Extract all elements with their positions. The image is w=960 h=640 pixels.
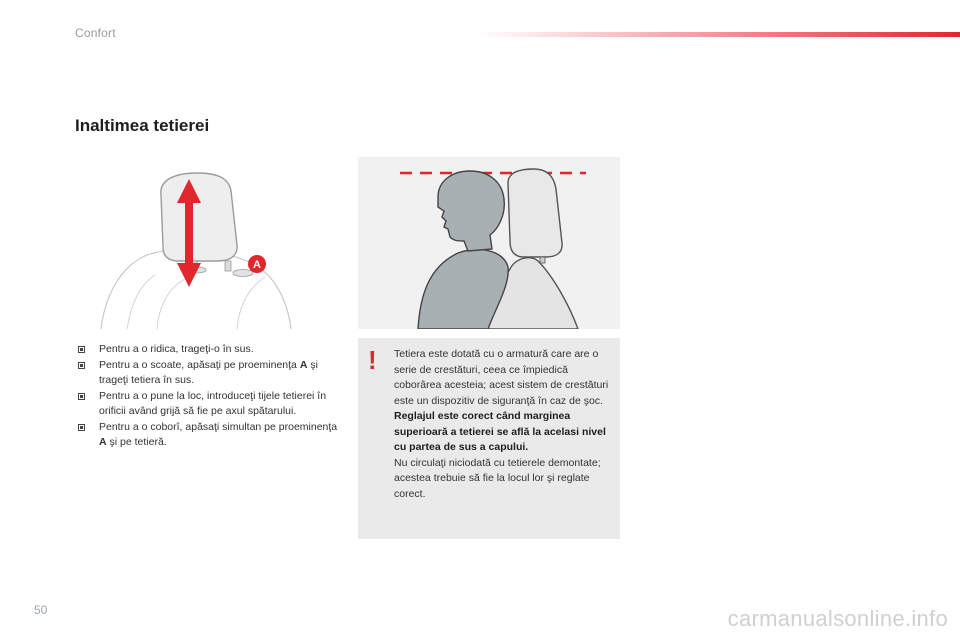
instruction-item xyxy=(78,358,338,389)
headrest-stem xyxy=(540,257,545,263)
marker-a-label: A xyxy=(253,259,261,271)
warning-note-box xyxy=(358,338,620,539)
instruction-text: şi trageţi tetiera în sus. xyxy=(99,358,318,386)
headrest-height-illustration xyxy=(358,157,620,329)
headrest-shape xyxy=(508,169,562,257)
page-title: Inaltimea tetierei xyxy=(75,116,210,135)
section-label: Confort xyxy=(75,26,116,40)
instruction-item xyxy=(78,389,338,420)
headrest-adjustment-illustration xyxy=(97,157,293,329)
instruction-text: Pentru a o coborî, apăsaţi simultan pe proeminenţa xyxy=(99,420,338,433)
checkbox-bullet-icon xyxy=(78,424,85,431)
warning-note-text xyxy=(394,347,616,502)
instruction-text: Pentru a o pune la loc, introduceţi tijele tetierei în orificii având grijă să fie pe axul spătarului. xyxy=(99,389,327,417)
seat-back-inner-line xyxy=(237,277,265,329)
header-accent-bar xyxy=(480,32,960,37)
instructions-list xyxy=(78,342,338,451)
headrest-guide-right xyxy=(233,270,253,277)
arrow-head-down xyxy=(177,263,201,287)
note-paragraph: Nu circulaţi niciodată cu tetierele demontate; acestea trebuie să fie la locul lor şi reglate corect. xyxy=(394,456,601,500)
note-paragraph-bold: Reglajul este corect când marginea superioară a tetierei se află la acelasi nivel cu partea de sus a capului. xyxy=(394,410,606,453)
page-number: 50 xyxy=(34,603,48,617)
seat-back-inner-line xyxy=(157,279,185,329)
arrow-shaft xyxy=(185,197,193,269)
head-silhouette xyxy=(438,171,504,251)
instruction-bold-marker: A xyxy=(299,358,308,371)
headrest-stem-right xyxy=(225,261,231,271)
checkbox-bullet-icon xyxy=(78,346,85,353)
checkbox-bullet-icon xyxy=(78,362,85,369)
instruction-item xyxy=(78,342,338,358)
warning-exclamation-icon: ! xyxy=(368,345,377,375)
checkbox-bullet-icon xyxy=(78,393,85,400)
headrest-shape xyxy=(161,173,237,261)
note-paragraph: Tetiera este dotată cu o armatură care are o serie de crestături, ceea ce împiedică coborârea acesteia; acest sistem de crestături este un dispozitiv de siguranţă în caz de şoc. xyxy=(394,348,609,407)
instruction-text: Pentru a o scoate, apăsaţi pe proeminenţa xyxy=(99,358,300,371)
seat-back-inner-line xyxy=(127,275,155,329)
instruction-text: şi pe tetieră. xyxy=(106,436,167,448)
instruction-item xyxy=(78,420,338,451)
watermark: carmanualsonline.info xyxy=(727,606,948,631)
instruction-bold-marker: A xyxy=(99,436,107,448)
instruction-text: Pentru a o ridica, trageţi-o în sus. xyxy=(99,343,254,355)
